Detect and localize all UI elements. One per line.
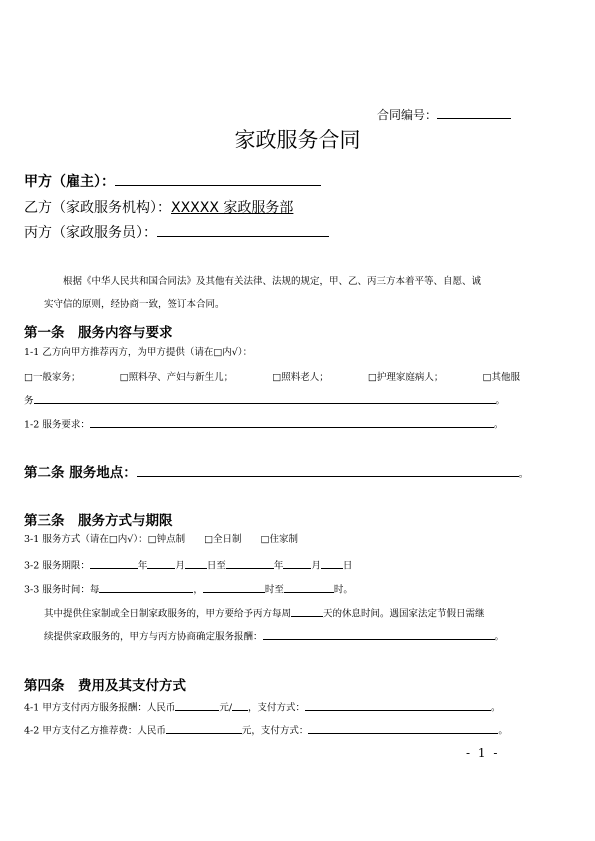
option-elderly[interactable]: □照料老人；: [272, 372, 329, 383]
holiday-pay-blank[interactable]: [263, 629, 495, 640]
referral-fee-blank[interactable]: [166, 723, 242, 734]
party-b-line: [24, 197, 293, 217]
option-housework[interactable]: □一般家务；: [24, 372, 81, 383]
section-2-line: 第二条 服务地点： 。: [24, 461, 528, 481]
clause-1-2: 1-2 服务要求： 。: [24, 417, 503, 432]
page-number: - 1 -: [466, 746, 500, 760]
fee-payment-method-blank[interactable]: [305, 700, 491, 711]
option-maternity[interactable]: □照料孕、产妇与新生儿；: [119, 372, 234, 383]
service-fee-blank[interactable]: [175, 700, 219, 711]
service-requirement-blank[interactable]: [90, 417, 494, 428]
party-a-line: [24, 171, 321, 191]
contract-number-blank[interactable]: [437, 106, 511, 119]
party-a-blank[interactable]: [115, 171, 321, 186]
clause-1-1-cont: 务 。: [24, 393, 505, 408]
clause-4-2: 4-2 甲方支付乙方推荐费：人民币 元，支付方式： 。: [24, 723, 508, 738]
clause-3-note-2: 续提供家政服务的，甲方与丙方协商确定服务报酬： 。: [44, 629, 504, 644]
intro-line-1: 根据《中华人民共和国合同法》及其他有关法律、法规的规定，甲、乙、丙三方本着平等、自愿、诚: [63, 276, 482, 287]
start-time-blank[interactable]: [203, 582, 265, 593]
section-3-title: 第三条 服务方式与期限: [24, 513, 173, 529]
end-month-blank[interactable]: [283, 558, 311, 569]
referral-payment-method-blank[interactable]: [308, 723, 498, 734]
option-patient[interactable]: □护理家庭病人；: [367, 372, 444, 383]
party-b-label: 乙方（家政服务机构）：: [24, 200, 171, 216]
start-year-blank[interactable]: [90, 558, 138, 569]
intro-line-2: 实守信的原则，经协商一致，签订本合同。: [44, 299, 225, 310]
other-service-blank[interactable]: [34, 393, 496, 404]
party-c-blank[interactable]: [157, 222, 329, 237]
service-location-blank[interactable]: [137, 463, 519, 478]
section-2-title: 第二条 服务地点：: [24, 465, 137, 481]
page-title: 家政服务合同: [234, 128, 361, 152]
end-day-blank[interactable]: [321, 558, 343, 569]
start-day-blank[interactable]: [185, 558, 207, 569]
section-4-title: 第四条 费用及其支付方式: [24, 678, 186, 694]
end-year-blank[interactable]: [226, 558, 274, 569]
clause-3-1[interactable]: 3-1 服务方式（请在□内√）：□钟点制 □全日制 □住家制: [24, 534, 299, 545]
service-options: [24, 369, 520, 383]
party-c-label: 丙方（家政服务员）：: [24, 225, 157, 241]
section-1-title: 第一条 服务内容与要求: [24, 325, 173, 341]
clause-3-note-1: 其中提供住家制或全日制家政服务的，甲方要给予丙方每周 天的休息时间。遇国家法定节假日需继: [44, 606, 485, 621]
time-unit-blank[interactable]: [99, 582, 193, 593]
party-c-line: [24, 222, 329, 242]
clause-1-1: 1-1 乙方向甲方推荐丙方，为甲方提供（请在□内√）：: [24, 347, 253, 358]
option-other[interactable]: □其他服: [482, 372, 520, 383]
end-time-blank[interactable]: [284, 582, 334, 593]
party-a-label: 甲方（雇主）：: [24, 174, 115, 190]
fee-period-blank[interactable]: [232, 700, 248, 711]
party-b-value: XXXXX 家政服务部: [171, 200, 294, 216]
clause-4-1: 4-1 甲方支付丙方服务报酬：人民币 元/ ，支付方式： 。: [24, 700, 501, 715]
rest-days-blank[interactable]: [291, 606, 323, 617]
contract-number-label: 合同编号：: [377, 108, 438, 122]
clause-3-3: 3-3 服务时间：每 ， 时至 时。: [24, 582, 353, 597]
contract-number: [377, 106, 511, 123]
clause-3-2: 3-2 服务期限： 年 月 日至 年 月 日: [24, 558, 352, 573]
start-month-blank[interactable]: [147, 558, 175, 569]
